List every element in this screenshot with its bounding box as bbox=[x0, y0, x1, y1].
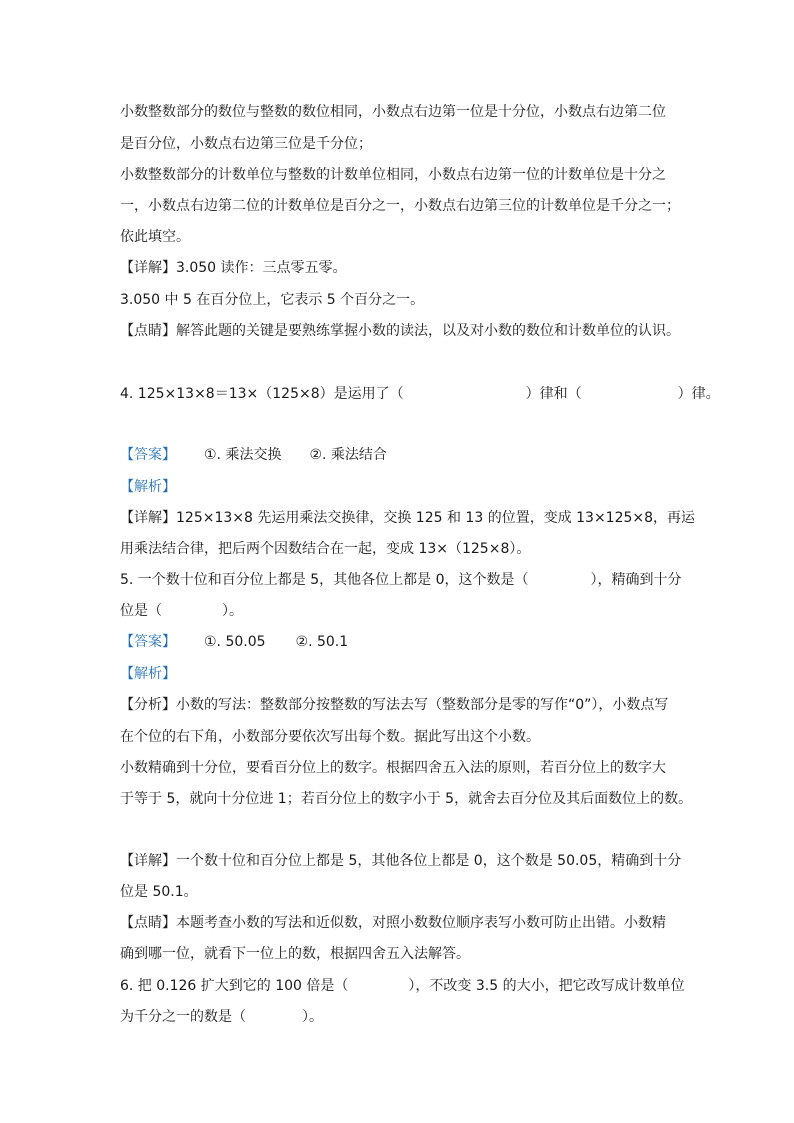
question-text: ）。 bbox=[302, 1009, 323, 1025]
note-text: 本题考查小数的写法和近似数，对照小数数位顺序表写小数可防止出错。小数精 bbox=[176, 915, 666, 931]
text-line: 依此填空。 bbox=[120, 229, 190, 245]
text-line: 小数精确到十分位，要看百分位上的数字。根据四舍五入法的原则，若百分位上的数字大 bbox=[120, 760, 666, 776]
answer-2: ②. 50.1 bbox=[295, 634, 349, 650]
question-text: 为千分之一的数是（ bbox=[120, 1009, 246, 1025]
note-line bbox=[120, 321, 680, 341]
detail-text: 一个数十位和百分位上都是 5，其他各位上都是 0，这个数是 50.05，精确到十分 bbox=[176, 853, 682, 869]
analysis-tag: 【解析】 bbox=[120, 479, 176, 495]
detail-text: 3.050 读作：三点零五零。 bbox=[176, 260, 347, 276]
text-line: 小数整数部分的数位与整数的数位相同，小数点右边第一位是十分位，小数点右边第二位 bbox=[120, 104, 666, 120]
text-line: 位是 50.1。 bbox=[120, 884, 198, 900]
answer-tag: 【答案】 bbox=[120, 447, 176, 463]
analysis-sub-tag: 【分析】 bbox=[120, 697, 176, 713]
question-text: 4. 125×13×8＝13×（125×8）是运用了（ bbox=[120, 386, 404, 402]
detail-text: 125×13×8 先运用乘法交换律，交换 125 和 13 的位置，变成 13×125×8，再运 bbox=[176, 510, 696, 526]
answer-1: ①. 乘法交换 bbox=[204, 447, 282, 463]
text-line: 于等于 5，就向十分位进 1；若百分位上的数字小于 5，就舍去百分位及其后面数位上的数。 bbox=[120, 791, 693, 807]
text-line: 确到哪一位，就看下一位上的数，根据四舍五入法解答。 bbox=[120, 946, 470, 962]
text-line: 小数整数部分的计数单位与整数的计数单位相同，小数点右边第一位的计数单位是十分之 bbox=[120, 167, 666, 183]
detail-line bbox=[120, 851, 681, 871]
detail-tag: 【详解】 bbox=[120, 510, 176, 526]
question-6 bbox=[120, 976, 685, 996]
question-5 bbox=[120, 570, 682, 590]
answer-line bbox=[120, 445, 387, 465]
note-line bbox=[120, 913, 666, 933]
note-tag: 【点睛】 bbox=[120, 323, 176, 339]
question-text: ）律。 bbox=[677, 386, 720, 402]
question-text: 6. 把 0.126 扩大到它的 100 倍是（ bbox=[120, 978, 349, 994]
text-line: 3.050 中 5 在百分位上，它表示 5 个百分之一。 bbox=[120, 292, 425, 308]
question-6-cont bbox=[120, 1007, 323, 1027]
analysis-text: 小数的写法：整数部分按整数的写法去写（整数部分是零的写作“0”），小数点写 bbox=[176, 697, 669, 713]
question-text: ）律和（ bbox=[525, 386, 582, 402]
text-line: 在个位的右下角，小数部分要依次写出每个数。据此写出这个小数。 bbox=[120, 729, 540, 745]
detail-line bbox=[120, 258, 347, 278]
answer-line bbox=[120, 632, 348, 652]
text-line: 是百分位，小数点右边第三位是千分位； bbox=[120, 136, 372, 152]
detail-tag: 【详解】 bbox=[120, 853, 176, 869]
question-text: ），精确到十分 bbox=[590, 572, 682, 588]
question-text: 位是（ bbox=[120, 603, 162, 619]
detail-tag: 【详解】 bbox=[120, 260, 176, 276]
detail-line bbox=[120, 508, 695, 528]
answer-tag: 【答案】 bbox=[120, 634, 176, 650]
analysis-line bbox=[120, 695, 668, 715]
question-4 bbox=[120, 384, 720, 404]
question-text: 5. 一个数十位和百分位上都是 5，其他各位上都是 0，这个数是（ bbox=[120, 572, 529, 588]
question-5-cont bbox=[120, 601, 243, 621]
question-text: ），不改变 3.5 的大小，把它改写成计数单位 bbox=[408, 978, 685, 994]
answer-2: ②. 乘法结合 bbox=[309, 447, 387, 463]
note-tag: 【点睛】 bbox=[120, 915, 176, 931]
text-line: 一，小数点右边第二位的计数单位是百分之一，小数点右边第三位的计数单位是千分之一； bbox=[120, 198, 680, 214]
answer-1: ①. 50.05 bbox=[204, 634, 266, 650]
text-line: 用乘法结合律，把后两个因数结合在一起，变成 13×（125×8）。 bbox=[120, 541, 531, 557]
question-text: ）。 bbox=[222, 603, 243, 619]
note-text: 解答此题的关键是要熟练掌握小数的读法，以及对小数的数位和计数单位的认识。 bbox=[176, 323, 680, 339]
analysis-tag: 【解析】 bbox=[120, 666, 176, 682]
